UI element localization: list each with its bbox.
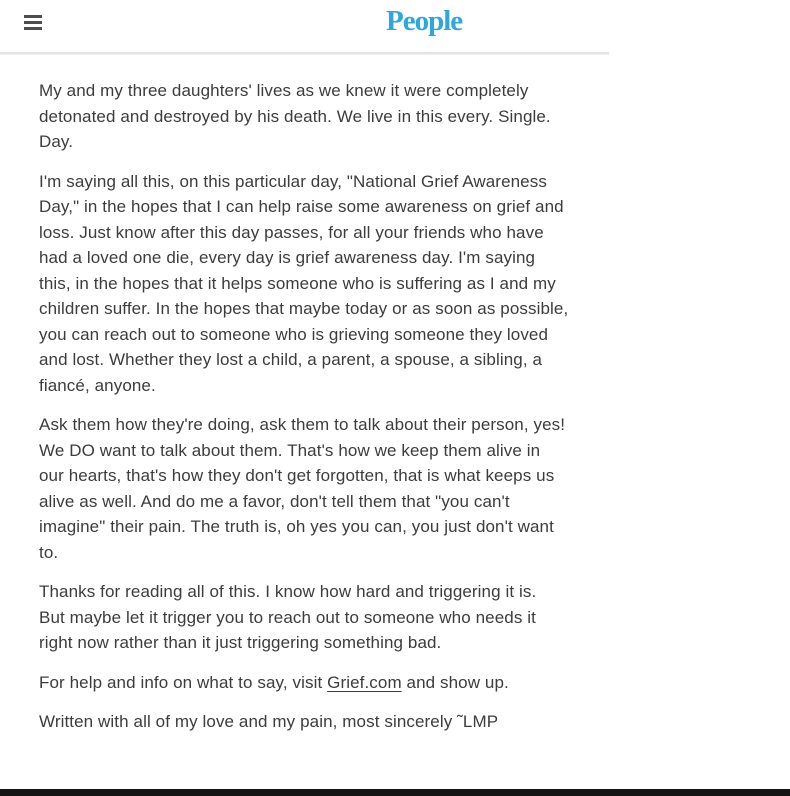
text-line: this, in the hopes that it helps someone who is suffering as I and my xyxy=(39,273,556,293)
text-line: our hearts, that's how they don't get forgotten, that is what keeps us xyxy=(39,466,555,485)
text-line: alive as well. And do me a favor, don't tell them that "you can't xyxy=(39,491,510,511)
bottom-bar xyxy=(0,789,790,796)
text-line: loss. Just know after this day passes, for all your friends who have xyxy=(39,222,544,242)
text-line: I'm saying all this, on this particular day, "National Grief Awareness xyxy=(39,171,547,191)
paragraph-3 xyxy=(39,412,566,565)
top-bar xyxy=(0,0,790,52)
help-paragraph xyxy=(39,670,555,696)
paragraph-2 xyxy=(39,169,569,399)
text-line: you can reach out to someone who is grieving someone they loved xyxy=(39,324,549,344)
text-line: detonated and destroyed by his death. We live in this every. Single. xyxy=(39,106,551,126)
paragraph-4 xyxy=(39,579,555,656)
signature-line: Written with all of my love and my pain, most sincerely ˜LMP xyxy=(39,712,499,731)
hamburger-icon xyxy=(24,15,43,30)
text-line: Day," in the hopes that I can help raise some awareness on grief and xyxy=(39,197,564,216)
text-line: fiancé, anyone. xyxy=(39,375,156,395)
people-logo[interactable]: People xyxy=(386,5,463,37)
paragraph-1 xyxy=(39,78,555,155)
text-line: We DO want to talk about them. That's how we keep them alive in xyxy=(39,440,541,460)
text-line: But maybe let it trigger you to reach out to someone who needs it xyxy=(39,607,536,627)
text-line: had a loved one die, every day is grief awareness day. I'm saying xyxy=(39,248,536,267)
text-line: Thanks for reading all of this. I know how hard and triggering it is. xyxy=(39,582,537,601)
text-line: Day. xyxy=(39,132,74,151)
text-line: right now rather than it just triggering something bad. xyxy=(39,633,442,652)
help-text-prefix: For help and info on what to say, visit xyxy=(39,672,328,692)
menu-button[interactable] xyxy=(24,14,43,34)
text-line: Ask them how they're doing, ask them to talk about their person, yes! xyxy=(39,415,566,434)
text-line: to. xyxy=(39,542,59,562)
text-line: imagine" their pain. The truth is, oh yes you can, you just don't want xyxy=(39,517,554,536)
help-text-suffix: and show up. xyxy=(401,672,509,692)
grief-com-link[interactable]: Grief.com xyxy=(327,672,402,692)
header-divider xyxy=(0,52,609,55)
text-line: My and my three daughters' lives as we knew it were completely xyxy=(39,81,529,100)
article-body xyxy=(39,78,569,749)
text-line: children suffer. In the hopes that maybe today or as soon as possible, xyxy=(39,299,569,318)
text-line: and lost. Whether they lost a child, a parent, a spouse, a sibling, a xyxy=(39,350,543,369)
